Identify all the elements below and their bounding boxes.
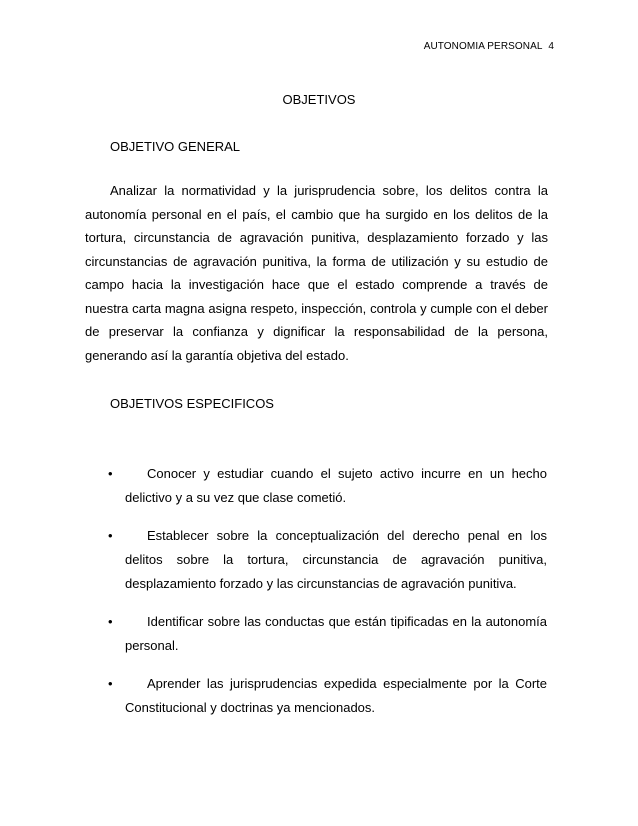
- running-title: AUTONOMIA PERSONAL: [423, 41, 543, 52]
- page-number: 4: [548, 41, 554, 52]
- general-objective-paragraph: Analizar la normatividad y la jurisprudencia sobre, los delitos contra la autonomía personal en el país, el cambio que ha surgido en los delitos de la tortura, circunstancia de agravación punitiva, desplazamiento forzado y las circunstancias de agravación punitiva, la forma de utilización y su estudio de campo hacia la investigación hace que el estado comprende a través de nuestra carta magna asigna respeto, inspección, controla y cumple con el deber de preservar la confianza y dignificar la responsabilidad de la persona, generando así la garantía objetiva del estado.: [85, 183, 548, 363]
- bullet-icon: •: [108, 614, 113, 629]
- bullet-icon: •: [108, 466, 113, 481]
- list-item: [108, 524, 547, 596]
- list-item-text: Identificar sobre las conductas que están tipificadas en la autonomía personal.: [125, 614, 547, 653]
- list-item-text: Establecer sobre la conceptualización del derecho penal en los delitos sobre la tortura, circunstancia de agravación punitiva, desplazamiento forzado y las circunstancias de agravación punitiva.: [125, 528, 547, 591]
- specific-objectives-list: [0, 462, 638, 734]
- bullet-icon: •: [108, 676, 113, 691]
- page-title: OBJETIVOS: [282, 92, 356, 107]
- bullet-icon: •: [108, 528, 113, 543]
- list-item-text: Aprender las jurisprudencias expedida especialmente por la Corte Constitucional y doctrinas ya mencionados.: [125, 676, 547, 715]
- list-item-text: Conocer y estudiar cuando el sujeto activo incurre en un hecho delictivo y a su vez que clase cometió.: [125, 466, 547, 505]
- general-objective-heading: OBJETIVO GENERAL: [110, 139, 241, 154]
- running-header: [424, 41, 554, 52]
- list-item: [108, 462, 547, 510]
- list-item: [108, 672, 547, 720]
- specific-objectives-heading: OBJETIVOS ESPECIFICOS: [110, 396, 274, 411]
- list-item: [108, 610, 547, 658]
